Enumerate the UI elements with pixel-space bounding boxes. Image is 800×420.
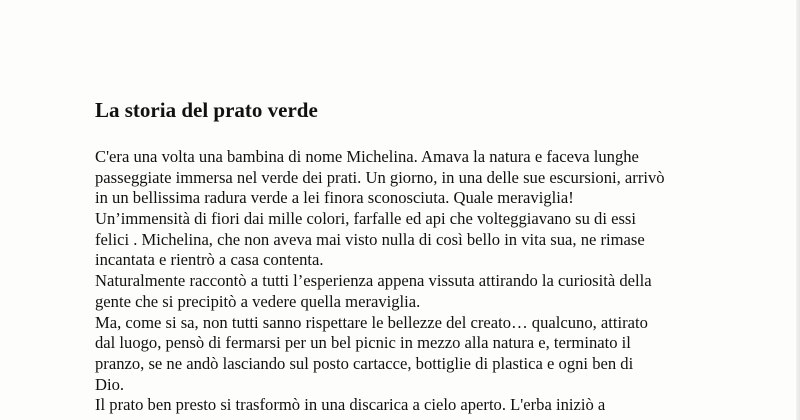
paragraph-line: Ma, come si sa, non tutti sanno rispettare le bellezze del creato… qualcuno, attirato [95, 312, 648, 332]
paragraph-line: Un’immensità di fiori dai mille colori, farfalle ed api che volteggiavano su di essi [95, 209, 636, 229]
paragraph-line: C'era una volta una bambina di nome Michelina. Amava la natura e faceva lunghe [95, 147, 639, 166]
paragraph-line: Dio. [95, 374, 125, 394]
paragraph-line: felici . Michelina, che non aveva mai visto nulla di così bello in vita sua, ne rimase [95, 229, 645, 249]
paragraph-line: Il prato ben presto si trasformò in una discarica a cielo aperto. L'erba iniziò a [95, 395, 606, 415]
paragraph-line: incantata e rientrò a casa contenta. [95, 250, 324, 270]
paragraph-line: Naturalmente raccontò a tutti l’esperienza appena vissuta attirando la curiosità della [95, 271, 652, 291]
paragraph-line: gente che si precipitò a vedere quella meraviglia. [95, 291, 421, 311]
paragraph-line: in un bellissima radura verde a lei finora sconosciuta. Quale meraviglia! [95, 188, 574, 208]
paragraph-line: dal luogo, pensò di fermarsi per un bel picnic in mezzo alla natura e, terminato il [95, 333, 631, 353]
document-body [95, 147, 795, 416]
paragraph-line: pranzo, se ne andò lasciando sul posto cartacce, bottiglie di plastica e ogni ben di [95, 353, 634, 373]
scan-edge-shadow [796, 0, 800, 420]
paragraph-line: passeggiate immersa nel verde dei prati. Un giorno, in una delle sue escursioni, arrivò [95, 167, 665, 187]
document-title: La storia del prato verde [95, 98, 318, 122]
